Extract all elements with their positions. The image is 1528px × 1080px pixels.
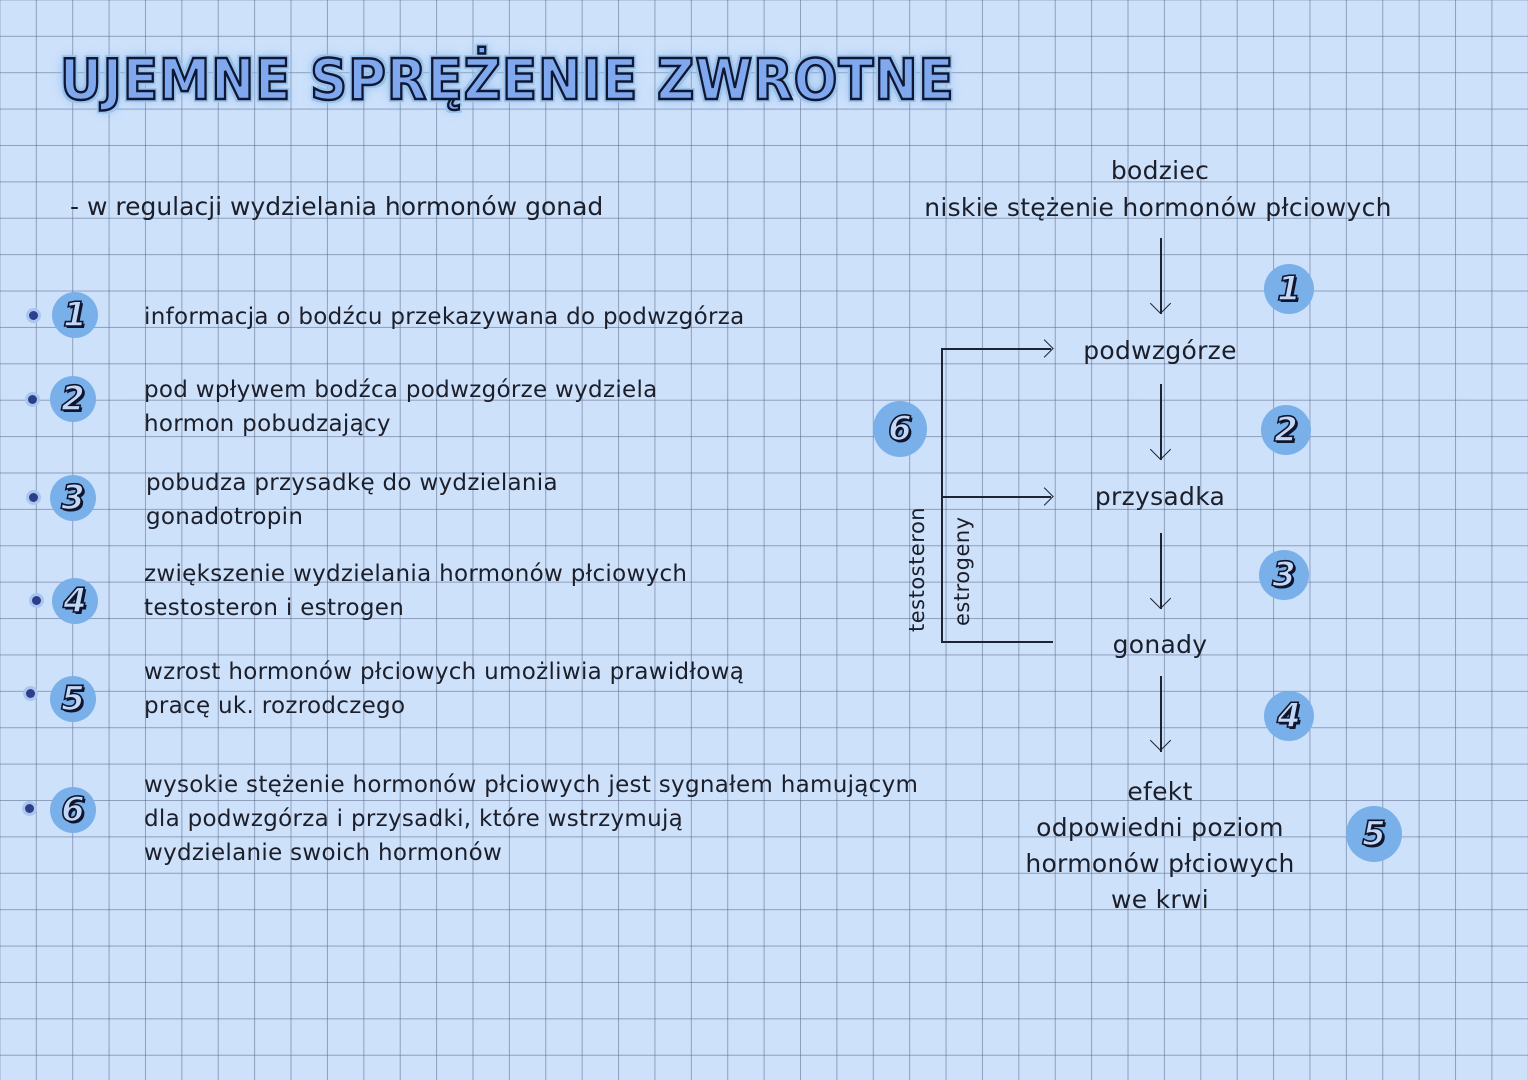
stimulus-label: bodziec (1110, 156, 1210, 185)
arrow-down-icon (1150, 730, 1171, 751)
step-badge-2: 2 (50, 376, 96, 422)
step-item-1 (0, 290, 920, 370)
node-hypothalamus: podwzgórze (1083, 336, 1237, 365)
effect-text: efekt odpowiedni poziom hormonów płciowych we krwi (1025, 777, 1295, 914)
label-estrogens: estrogeny (950, 516, 974, 626)
bullet-dot-icon (26, 689, 35, 698)
arrow-down-icon (1150, 588, 1171, 609)
diagram-badge-5: 5 (1346, 806, 1402, 862)
diagram-badge-2: 2 (1261, 405, 1311, 455)
bullet-dot-icon (29, 493, 38, 502)
step-item-3 (0, 470, 920, 555)
step-badge-6: 6 (50, 787, 96, 833)
step-text: wysokie stężenie hormonów płciowych jest sygnałem hamującym dla podwzgórza i przysadki, które wstrzymują wydzielanie swoich hormonów (144, 772, 919, 866)
diagram-badge-1: 1 (1264, 264, 1314, 314)
arrow-down-icon (1150, 439, 1171, 460)
label-testosterone: testosteron (905, 506, 929, 632)
diagram-badge-6: 6 (873, 401, 927, 457)
step-badge-5: 5 (50, 676, 96, 722)
stimulus-text: niskie stężenie hormonów płciowych (924, 193, 1392, 222)
feedback-line-vertical (941, 348, 943, 642)
bullet-dot-icon (25, 804, 34, 813)
step-item-2 (0, 375, 920, 455)
step-text: wzrost hormonów płciowych umożliwia prawidłową pracę uk. rozrodczego (144, 659, 745, 719)
diagram-badge-4: 4 (1264, 691, 1314, 741)
bullet-dot-icon (32, 596, 41, 605)
step-text: zwiększenie wydzielania hormonów płciowych testosteron i estrogen (144, 561, 688, 621)
step-text: pobudza przysadkę do wydzielania gonadotropin (146, 470, 558, 530)
diagram-badge-3: 3 (1259, 550, 1309, 600)
subtitle: - w regulacji wydzielania hormonów gonad (70, 192, 604, 221)
step-text: pod wpływem bodźca podwzgórze wydziela hormon pobudzający (144, 377, 658, 437)
step-item-5 (0, 659, 920, 756)
step-item-4 (0, 561, 920, 658)
feedback-line-from-gonads (941, 641, 1053, 643)
step-text: informacja o bodźcu przekazywana do podwzgórza (144, 304, 745, 330)
page-title: UJEMNE SPRĘŻENIE ZWROTNE (60, 48, 955, 113)
node-gonads: gonady (1112, 630, 1208, 659)
step-badge-1: 1 (52, 292, 98, 338)
step-badge-3: 3 (50, 475, 96, 521)
step-item-6 (0, 772, 920, 867)
arrow-right-icon (1035, 339, 1053, 357)
bullet-dot-icon (28, 395, 37, 404)
node-pituitary: przysadka (1094, 482, 1226, 511)
bullet-dot-icon (29, 311, 38, 320)
arrow-down-icon (1150, 293, 1171, 314)
arrow-right-icon (1035, 487, 1053, 505)
step-badge-4: 4 (52, 578, 98, 624)
